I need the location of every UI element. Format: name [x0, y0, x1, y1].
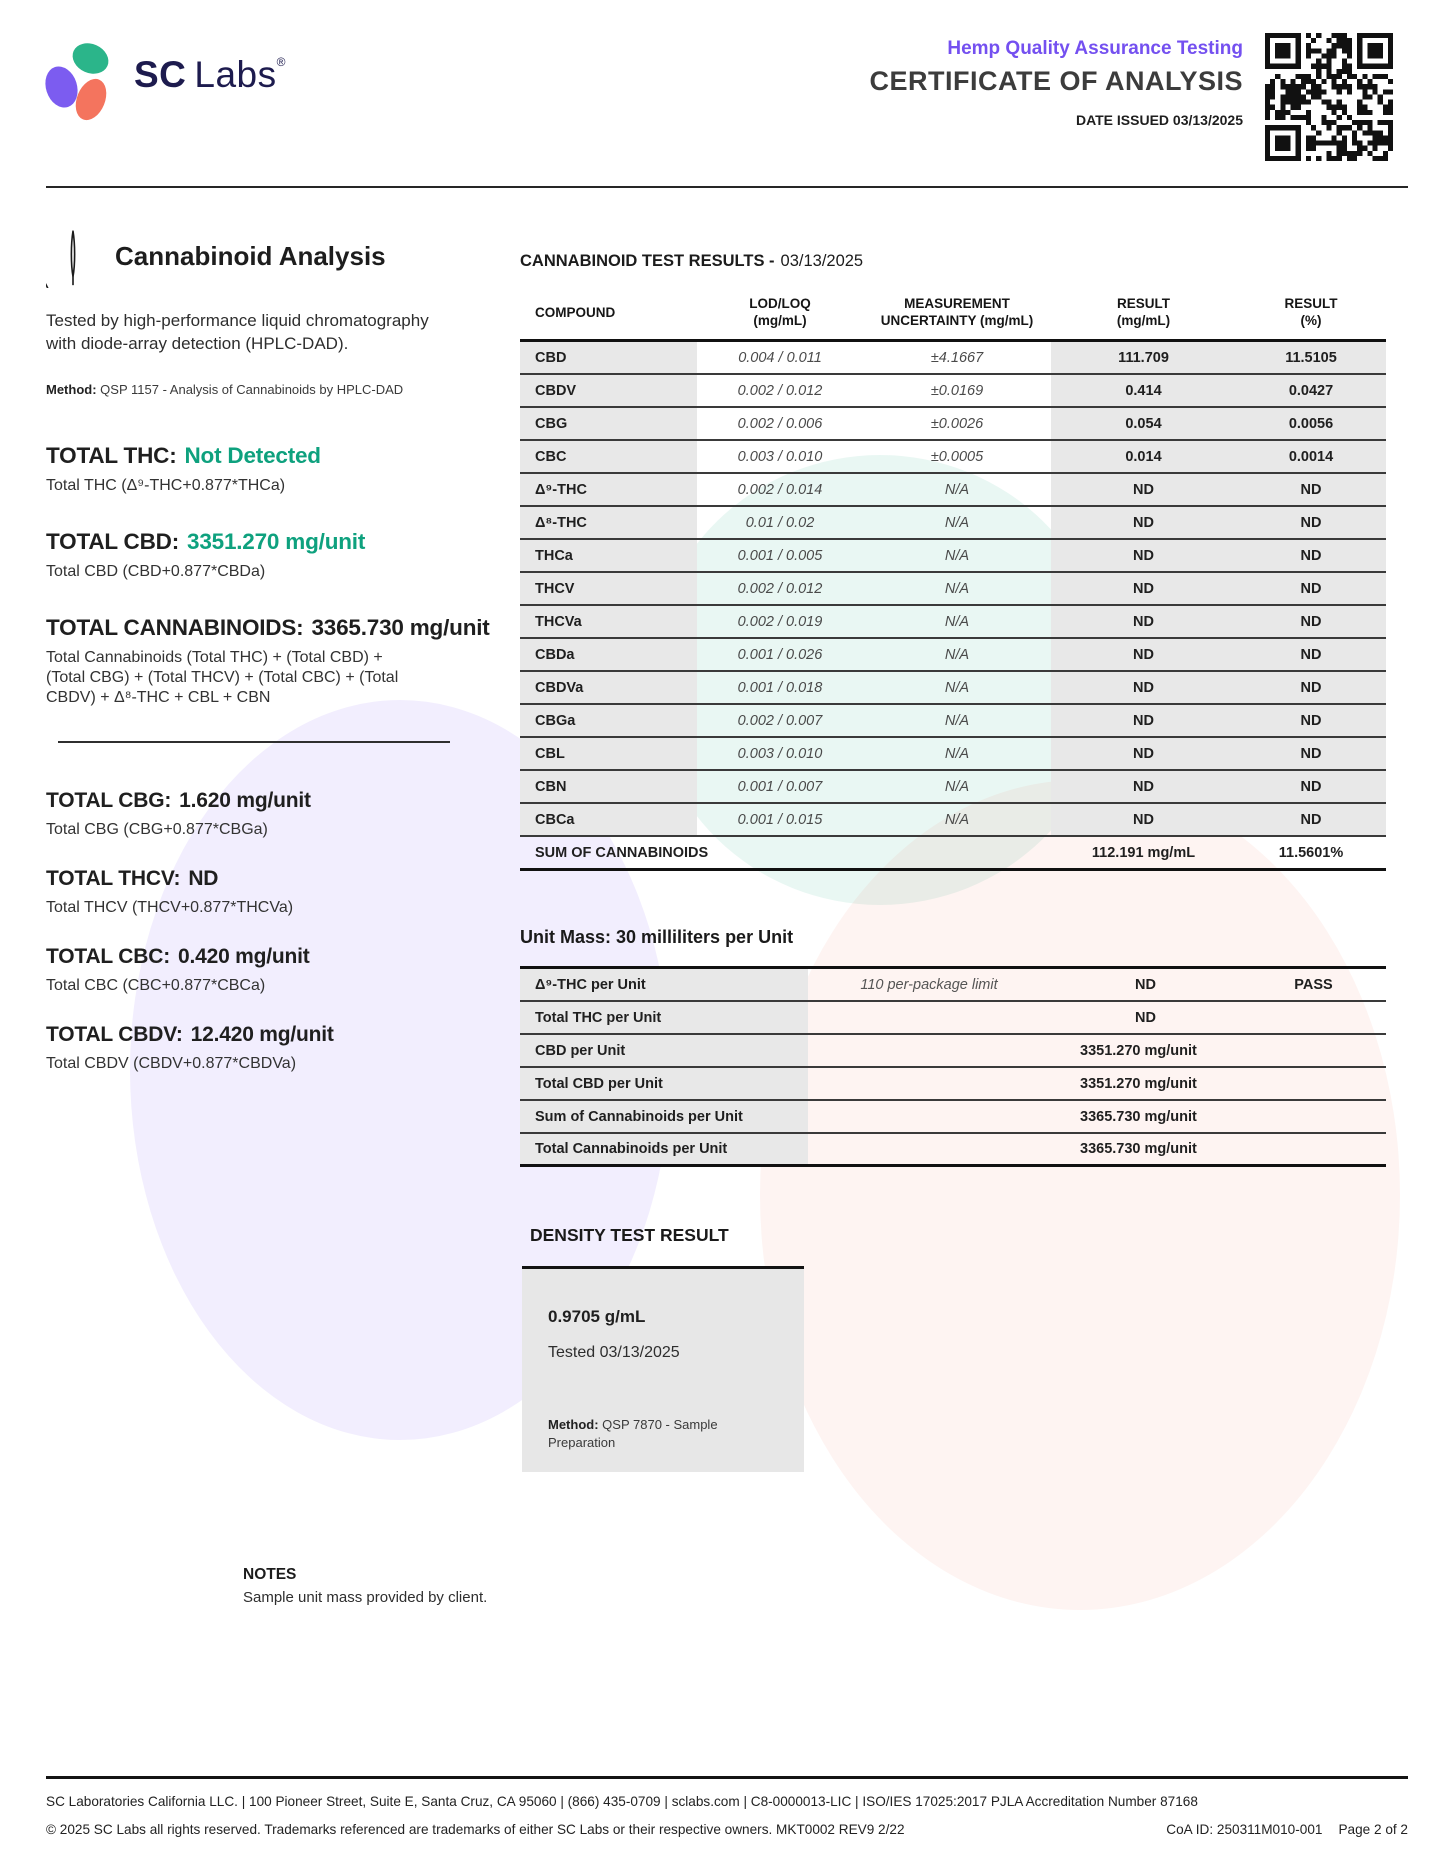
column-header-result-pct: RESULT (%)	[1284, 296, 1338, 328]
result-mg-cell: ND	[1051, 573, 1236, 604]
unit-row-label: Δ⁹-THC per Unit	[520, 969, 808, 1000]
compound-cell: Δ⁸-THC	[520, 507, 697, 538]
result-pct-cell: ND	[1236, 705, 1386, 736]
compound-cell: CBDV	[520, 375, 697, 406]
table-row	[520, 441, 1386, 474]
unit-row-status	[1241, 1002, 1386, 1033]
total-formula: Total Cannabinoids (Total THC) + (Total CBD) + (Total CBG) + (Total THCV) + (Total CBC) + (Total CBDV) + Δ⁸-THC + CBL + CBN	[46, 649, 399, 707]
column-header-result-mg: RESULT (mg/mL)	[1116, 296, 1171, 328]
totals-secondary	[46, 789, 458, 1074]
tagline: Hemp Quality Assurance Testing	[947, 38, 1243, 59]
total-formula: Total CBD (CBD+0.877*CBDa)	[46, 563, 266, 581]
lod-loq-cell: 0.004 / 0.011	[738, 349, 822, 366]
unit-mass-table	[520, 966, 1386, 1167]
total-formula: Total CBC (CBC+0.877*CBCa)	[46, 977, 266, 995]
column-header-lodloq: LOD/LOQ (mg/mL)	[749, 296, 811, 328]
result-pct-cell: ND	[1236, 540, 1386, 571]
uncertainty-cell: N/A	[944, 712, 970, 729]
density-result-box	[522, 1266, 804, 1472]
density-heading: DENSITY TEST RESULT	[530, 1225, 729, 1245]
compound-cell: THCV	[520, 573, 697, 604]
notes-heading: NOTES	[243, 1566, 297, 1583]
lod-loq-cell: 0.002 / 0.007	[737, 712, 823, 729]
total-value: 0.420 mg/unit	[178, 945, 310, 969]
sum-row	[520, 837, 1386, 871]
lod-loq-cell: 0.003 / 0.010	[737, 745, 823, 762]
result-pct-cell: ND	[1236, 738, 1386, 769]
total-formula: Total CBDV (CBDV+0.877*CBDVa)	[46, 1055, 297, 1073]
sc-labs-logo-icon	[46, 40, 118, 118]
table-row	[520, 804, 1386, 837]
notes-text: Sample unit mass provided by client.	[243, 1589, 488, 1606]
lod-loq-cell: 0.002 / 0.012	[737, 580, 823, 597]
header-divider	[46, 186, 1408, 188]
table-row	[520, 474, 1386, 507]
unit-row-result: 3365.730 mg/unit	[1080, 1108, 1197, 1125]
total-label: TOTAL CBDV:	[46, 1023, 183, 1047]
result-pct-cell: ND	[1236, 672, 1386, 703]
sum-result-mg: 112.191 mg/mL	[1091, 844, 1196, 861]
logo-petal-teal	[68, 38, 114, 80]
unit-row-result: ND	[1135, 976, 1156, 993]
table-row	[520, 771, 1386, 804]
uncertainty-cell: N/A	[944, 745, 970, 762]
total-label: TOTAL CANNABINOIDS:	[46, 615, 304, 641]
total-label: TOTAL CBG:	[46, 789, 172, 813]
unit-row-note: 110 per-package limit	[860, 976, 998, 993]
footer-line1: SC Laboratories California LLC. | 100 Pioneer Street, Suite E, Santa Cruz, CA 95060 | (866) 435-0709 | sclabs.com | C8-0000013-LIC | ISO/IES 17025:2017 PJLA Accreditation Number 87168	[46, 1794, 1198, 1809]
compound-cell: CBD	[520, 342, 697, 373]
result-pct-cell: ND	[1236, 771, 1386, 802]
lod-loq-cell: 0.002 / 0.006	[737, 415, 823, 432]
section-title: Cannabinoid Analysis	[115, 240, 386, 271]
compound-cell: CBL	[520, 738, 697, 769]
unit-mass-row	[520, 1134, 1386, 1167]
density-method: Method: QSP 7870 - Sample Preparation	[548, 1416, 718, 1450]
unit-row-result: 3351.270 mg/unit	[1080, 1075, 1197, 1092]
result-pct-cell: 0.0056	[1236, 408, 1386, 439]
totals-primary	[46, 443, 490, 708]
result-mg-cell: ND	[1051, 804, 1236, 835]
unit-row-note	[808, 1101, 1050, 1132]
lod-loq-cell: 0.001 / 0.018	[737, 679, 823, 696]
result-pct-cell: ND	[1236, 474, 1386, 505]
result-mg-cell: ND	[1051, 738, 1236, 769]
compound-cell: Δ⁹-THC	[520, 474, 697, 505]
lod-loq-cell: 0.002 / 0.014	[737, 481, 823, 498]
table-row	[520, 573, 1386, 606]
total-item	[46, 867, 458, 918]
result-mg-cell: ND	[1051, 507, 1236, 538]
total-value: 3351.270 mg/unit	[187, 529, 366, 555]
unit-row-note	[808, 1134, 1050, 1164]
compound-cell: CBGa	[520, 705, 697, 736]
result-pct-cell: ND	[1236, 804, 1386, 835]
total-label: TOTAL CBC:	[46, 945, 170, 969]
analysis-description: Tested by high-performance liquid chromatography with diode-array detection (HPLC-DAD).	[46, 311, 429, 353]
cannabinoid-analysis-panel	[46, 224, 490, 1101]
result-mg-cell: 0.054	[1051, 408, 1236, 439]
coa-id: CoA ID: 250311M010-001	[1166, 1822, 1323, 1837]
result-pct-cell: 0.0014	[1236, 441, 1386, 472]
results-table-header	[520, 287, 1386, 342]
qr-code	[1265, 33, 1393, 161]
unit-row-label: Total THC per Unit	[520, 1002, 808, 1033]
lod-loq-cell: 0.002 / 0.019	[737, 613, 823, 630]
total-formula: Total THC (Δ⁹-THC+0.877*THCa)	[46, 477, 286, 495]
uncertainty-cell: N/A	[944, 679, 970, 696]
table-row	[520, 672, 1386, 705]
unit-row-label: Total Cannabinoids per Unit	[520, 1134, 808, 1164]
column-header-compound: COMPOUND	[535, 304, 616, 320]
footer-line2: © 2025 SC Labs all rights reserved. Trademarks referenced are trademarks of either SC Labs or their respective owners. MKT0002 REV9 2/22	[46, 1822, 905, 1837]
total-formula: Total CBG (CBG+0.877*CBGa)	[46, 821, 268, 839]
table-row	[520, 540, 1386, 573]
unit-row-result: ND	[1135, 1009, 1156, 1026]
lod-loq-cell: 0.01 / 0.02	[745, 514, 815, 531]
result-mg-cell: 0.014	[1051, 441, 1236, 472]
total-value: 12.420 mg/unit	[190, 1023, 334, 1047]
results-panel	[520, 252, 1386, 1472]
unit-mass-row	[520, 1002, 1386, 1035]
result-pct-cell: ND	[1236, 639, 1386, 670]
uncertainty-cell: N/A	[944, 811, 970, 828]
total-label: TOTAL THCV:	[46, 867, 181, 891]
result-pct-cell: 11.5105	[1236, 342, 1386, 373]
table-row	[520, 705, 1386, 738]
total-item	[46, 615, 490, 708]
uncertainty-cell: N/A	[944, 646, 970, 663]
sum-result-pct: 11.5601%	[1278, 844, 1344, 861]
uncertainty-cell: N/A	[944, 547, 970, 564]
compound-cell: CBDVa	[520, 672, 697, 703]
compound-cell: CBG	[520, 408, 697, 439]
analysis-method: Method: QSP 1157 - Analysis of Cannabinoids by HPLC-DAD	[46, 382, 404, 398]
registered-mark: ®	[276, 54, 286, 69]
unit-row-label: CBD per Unit	[520, 1035, 808, 1066]
unit-mass-heading: Unit Mass: 30 milliliters per Unit	[520, 927, 794, 947]
column-header-uncertainty: MEASUREMENT UNCERTAINTY (mg/mL)	[880, 296, 1034, 328]
compound-cell: THCVa	[520, 606, 697, 637]
page-title: CERTIFICATE OF ANALYSIS	[869, 66, 1243, 96]
compound-cell: CBC	[520, 441, 697, 472]
lod-loq-cell: 0.001 / 0.015	[737, 811, 823, 828]
total-item	[46, 529, 458, 582]
table-row	[520, 342, 1386, 375]
uncertainty-cell: N/A	[944, 778, 970, 795]
uncertainty-cell: N/A	[944, 514, 970, 531]
total-formula: Total THCV (THCV+0.877*THCVa)	[46, 899, 294, 917]
result-mg-cell: ND	[1051, 705, 1236, 736]
unit-row-label: Sum of Cannabinoids per Unit	[520, 1101, 808, 1132]
uncertainty-cell: ±0.0005	[930, 448, 984, 465]
table-row	[520, 408, 1386, 441]
lod-loq-cell: 0.003 / 0.010	[737, 448, 823, 465]
total-label: TOTAL THC:	[46, 443, 177, 469]
result-pct-cell: ND	[1236, 507, 1386, 538]
result-mg-cell: ND	[1051, 639, 1236, 670]
total-item	[46, 789, 458, 840]
result-mg-cell: 111.709	[1051, 342, 1236, 373]
results-table-title: CANNABINOID TEST RESULTS - 03/13/2025	[520, 252, 864, 270]
table-row	[520, 738, 1386, 771]
sc-labs-logo	[46, 40, 286, 118]
table-row	[520, 375, 1386, 408]
result-mg-cell: 0.414	[1051, 375, 1236, 406]
unit-mass-row	[520, 969, 1386, 1002]
cannabis-leaf-icon	[46, 224, 100, 288]
total-value: ND	[188, 867, 219, 891]
unit-row-label: Total CBD per Unit	[520, 1068, 808, 1099]
totals-divider	[58, 741, 450, 743]
uncertainty-cell: N/A	[944, 481, 970, 498]
lod-loq-cell: 0.001 / 0.026	[737, 646, 823, 663]
total-item	[46, 945, 458, 996]
lod-loq-cell: 0.002 / 0.012	[737, 382, 823, 399]
uncertainty-cell: ±4.1667	[930, 349, 984, 366]
footer	[46, 1776, 1408, 1837]
unit-mass-row	[520, 1035, 1386, 1068]
uncertainty-cell: N/A	[944, 580, 970, 597]
compound-cell: THCa	[520, 540, 697, 571]
logo-wordmark: SC Labs®	[134, 54, 286, 95]
notes-section	[243, 1566, 487, 1606]
result-pct-cell: ND	[1236, 573, 1386, 604]
unit-row-note	[808, 1068, 1050, 1099]
result-mg-cell: ND	[1051, 540, 1236, 571]
lod-loq-cell: 0.001 / 0.007	[737, 778, 823, 795]
uncertainty-cell: ±0.0169	[930, 382, 984, 399]
result-pct-cell: ND	[1236, 606, 1386, 637]
density-value: 0.9705 g/mL	[548, 1307, 646, 1326]
total-item	[46, 443, 458, 496]
result-mg-cell: ND	[1051, 474, 1236, 505]
compound-cell: CBDa	[520, 639, 697, 670]
sum-label: SUM OF CANNABINOIDS	[535, 844, 709, 861]
total-label: TOTAL CBD:	[46, 529, 179, 555]
header-title-block	[869, 38, 1243, 128]
uncertainty-cell: ±0.0026	[930, 415, 984, 432]
unit-mass-row	[520, 1068, 1386, 1101]
date-issued: DATE ISSUED 03/13/2025	[1075, 112, 1243, 128]
total-value: 3365.730 mg/unit	[311, 615, 490, 641]
table-row	[520, 507, 1386, 540]
lod-loq-cell: 0.001 / 0.005	[737, 547, 823, 564]
table-row	[520, 606, 1386, 639]
unit-mass-row	[520, 1101, 1386, 1134]
unit-row-result: 3351.270 mg/unit	[1080, 1042, 1197, 1059]
result-pct-cell: 0.0427	[1236, 375, 1386, 406]
unit-row-note	[808, 1035, 1050, 1066]
total-value: Not Detected	[184, 443, 321, 469]
compound-cell: CBCa	[520, 804, 697, 835]
unit-row-result: 3365.730 mg/unit	[1080, 1141, 1197, 1157]
unit-row-status: PASS	[1294, 976, 1333, 993]
result-mg-cell: ND	[1051, 606, 1236, 637]
table-row	[520, 639, 1386, 672]
total-value: 1.620 mg/unit	[179, 789, 311, 813]
result-mg-cell: ND	[1051, 771, 1236, 802]
page-number: Page 2 of 2	[1338, 1822, 1408, 1837]
compound-cell: CBN	[520, 771, 697, 802]
total-item	[46, 1023, 458, 1074]
uncertainty-cell: N/A	[944, 613, 970, 630]
results-table-body	[520, 342, 1386, 837]
density-tested-date: Tested 03/13/2025	[548, 1344, 680, 1361]
result-mg-cell: ND	[1051, 672, 1236, 703]
unit-row-note	[808, 1002, 1050, 1033]
